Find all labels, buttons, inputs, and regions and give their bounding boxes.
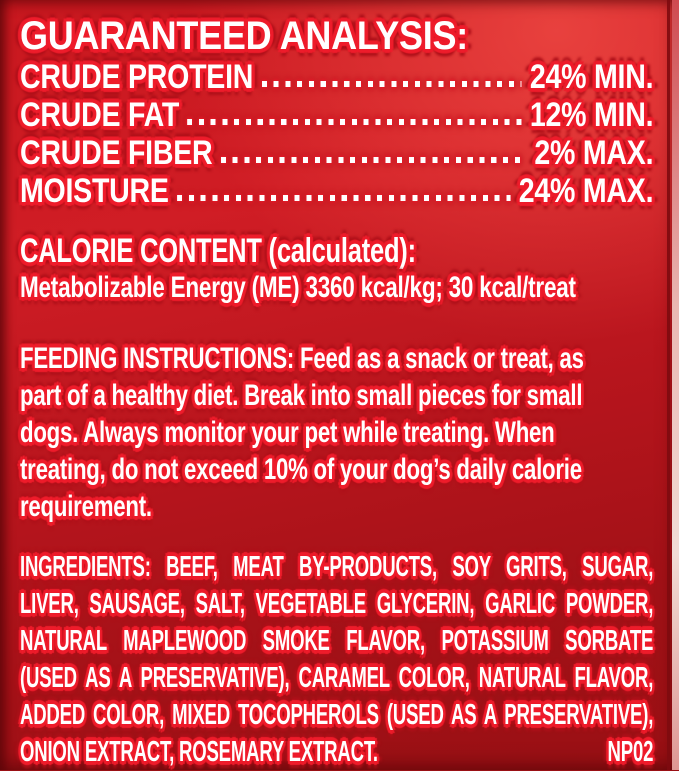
product-code: NP02 [607, 736, 654, 768]
analysis-row-value: 2% MAX. [534, 134, 654, 172]
dot-leader [177, 195, 510, 201]
analysis-row-crude-fat [20, 96, 653, 134]
ingredients-section [20, 549, 653, 771]
analysis-row-value: 24% MIN. [529, 58, 654, 96]
calorie-content-detail: Metabolizable Energy (ME) 3360 kcal/kg; 30 kcal/treat [20, 271, 576, 304]
calorie-content-title: CALORIE CONTENT (calculated): [20, 232, 416, 270]
analysis-row-label: MOISTURE [20, 172, 169, 210]
analysis-row-value: 12% MIN. [529, 96, 654, 134]
analysis-row-crude-protein [20, 58, 653, 96]
analysis-row-value: 24% MAX. [518, 172, 654, 210]
guaranteed-analysis-table [20, 58, 653, 210]
feeding-instructions-section [20, 340, 653, 525]
feeding-line: requirement. [20, 490, 152, 523]
ingredients-line: ADDED COLOR, MIXED TOCOPHEROLS (USED AS A PRESERVATIVE), [20, 699, 654, 731]
analysis-row-label: CRUDE FIBER [20, 134, 213, 172]
feeding-line: dogs. Always monitor your pet while treating. When [20, 416, 555, 449]
calorie-content-block [20, 232, 653, 306]
feeding-line: part of a healthy diet. Break into small pieces for small [20, 379, 583, 412]
ingredients-line: NATURAL MAPLEWOOD SMOKE FLAVOR, POTASSIUM SORBATE [20, 625, 654, 657]
ingredients-line: (USED AS A PRESERVATIVE), CARAMEL COLOR, NATURAL FLAVOR, [20, 662, 654, 694]
analysis-row-label: CRUDE PROTEIN [20, 58, 254, 96]
dot-leader [262, 81, 522, 87]
guaranteed-analysis-title: GUARANTEED ANALYSIS: [20, 14, 468, 58]
analysis-row-moisture [20, 172, 653, 210]
ingredients-line-end: ONION EXTRACT, ROSEMARY EXTRACT. [20, 736, 378, 768]
package-edge-crease [667, 0, 670, 770]
feeding-instructions-paragraph [20, 340, 653, 525]
feeding-line: FEEDING INSTRUCTIONS: Feed as a snack or treat, as [20, 342, 584, 375]
analysis-row-crude-fiber [20, 134, 653, 172]
ingredients-line: INGREDIENTS: BEEF, MEAT BY-PRODUCTS, SOY GRITS, SUGAR, [20, 551, 654, 583]
package-edge-highlight [672, 0, 679, 770]
ingredients-paragraph [20, 549, 653, 771]
analysis-row-label: CRUDE FAT [20, 96, 180, 134]
dot-leader [187, 119, 521, 125]
guaranteed-analysis-section [20, 14, 653, 210]
dot-leader [221, 157, 526, 163]
feeding-line: treating, do not exceed 10% of your dog’s daily calorie [20, 453, 582, 486]
ingredients-last-line [20, 734, 653, 771]
ingredients-line: LIVER, SAUSAGE, SALT, VEGETABLE GLYCERIN, GARLIC POWDER, [20, 588, 654, 620]
calorie-content-section [20, 232, 653, 306]
